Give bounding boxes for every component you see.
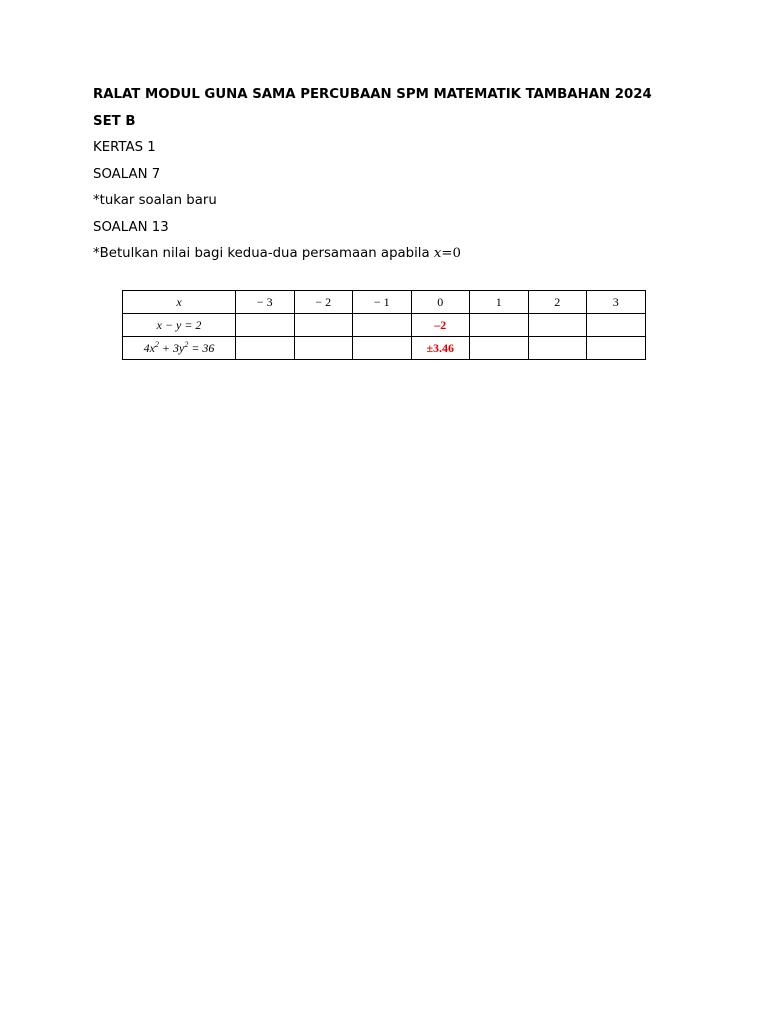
note-variable: x xyxy=(433,246,442,261)
header-cell: 3 xyxy=(587,291,646,314)
value-cell xyxy=(528,314,587,337)
value-cell xyxy=(470,337,529,360)
document-page xyxy=(93,87,653,273)
values-table xyxy=(122,290,646,360)
header-cell: − 3 xyxy=(236,291,295,314)
table-header-row xyxy=(123,291,646,314)
answer-cell: –2 xyxy=(411,314,470,337)
answer-cell: ±3.46 xyxy=(411,337,470,360)
value-cell xyxy=(294,337,353,360)
equation-part: + 3y xyxy=(158,340,185,355)
value-cell xyxy=(528,337,587,360)
header-x-cell: x xyxy=(123,291,236,314)
value-cell xyxy=(353,314,412,337)
value-cell xyxy=(587,314,646,337)
header-cell: − 2 xyxy=(294,291,353,314)
equation-part: = 36 xyxy=(188,340,215,355)
question-7-note: *tukar soalan baru xyxy=(93,193,217,208)
value-cell xyxy=(587,337,646,360)
header-cell: − 1 xyxy=(353,291,412,314)
question-7-label: SOALAN 7 xyxy=(93,166,161,182)
note-equals: =0 xyxy=(441,246,461,261)
header-cell: 2 xyxy=(528,291,587,314)
equation-linear-cell: x − y = 2 xyxy=(123,314,236,337)
document-title: RALAT MODUL GUNA SAMA PERCUBAAN SPM MATEMATIK TAMBAHAN 2024 xyxy=(93,87,652,102)
value-cell xyxy=(470,314,529,337)
question-13-label: SOALAN 13 xyxy=(93,219,169,235)
question-13-note-text: *Betulkan nilai bagi kedua-dua persamaan apabila xyxy=(93,246,434,261)
equation-part: 4x xyxy=(143,340,155,355)
value-cell xyxy=(236,337,295,360)
exponent: 2 xyxy=(154,339,159,349)
set-heading: SET B xyxy=(93,114,136,129)
header-cell: 0 xyxy=(411,291,470,314)
value-cell xyxy=(236,314,295,337)
paper-label: KERTAS 1 xyxy=(93,140,156,155)
value-cell xyxy=(294,314,353,337)
table-row xyxy=(123,314,646,337)
value-cell xyxy=(353,337,412,360)
question-13-note xyxy=(93,246,653,262)
exponent: 2 xyxy=(184,339,189,349)
equation-ellipse-cell xyxy=(123,337,236,360)
header-cell: 1 xyxy=(470,291,529,314)
table-row xyxy=(123,337,646,360)
